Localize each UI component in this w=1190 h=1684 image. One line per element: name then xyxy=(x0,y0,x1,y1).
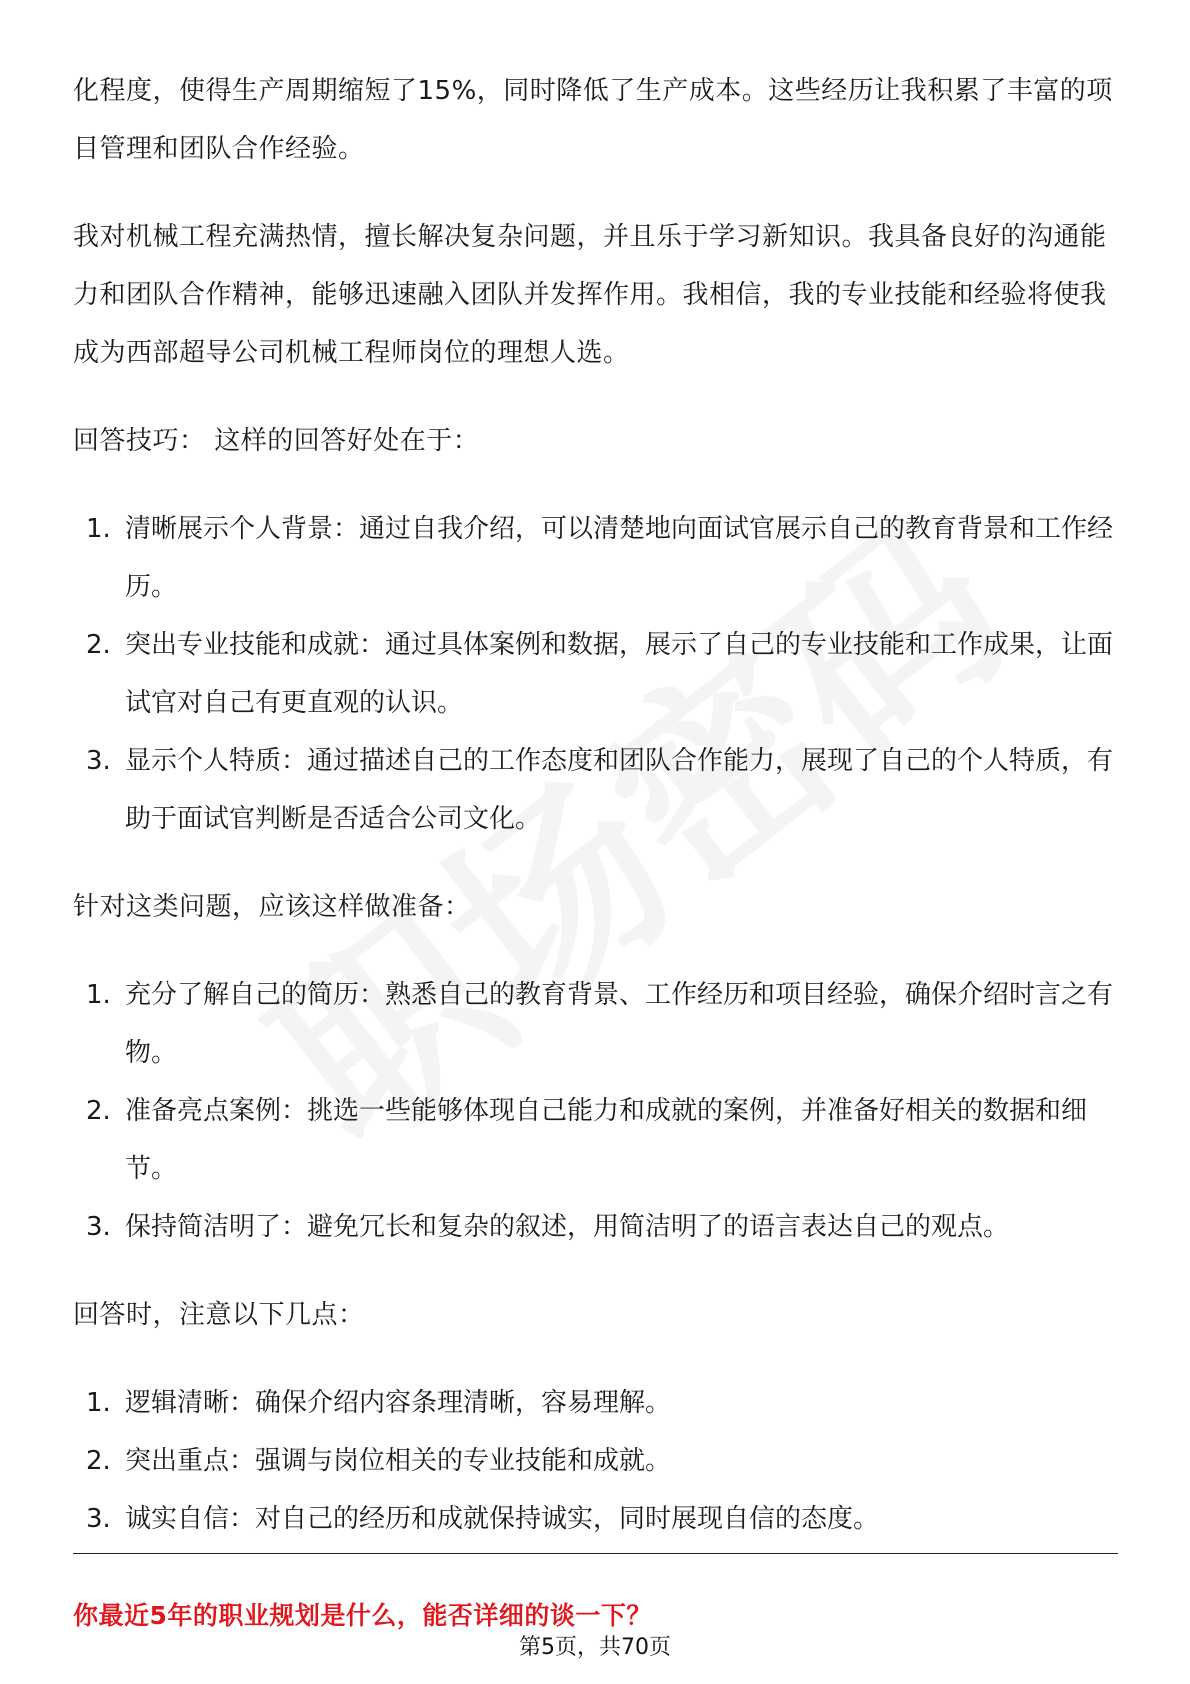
page-content xyxy=(73,62,1118,1578)
list-item-text: 准备亮点案例：挑选一些能够体现自己能力和成就的案例，并准备好相关的数据和细节。 xyxy=(125,1096,1088,1184)
section-divider xyxy=(73,1553,1118,1554)
list-number: 2. xyxy=(86,1446,111,1476)
page-number: 第5页，共70页 xyxy=(519,1635,671,1660)
list-item xyxy=(73,500,1118,616)
list-item xyxy=(73,1490,1118,1548)
list-item-text: 清晰展示个人背景：通过自我介绍，可以清楚地向面试官展示自己的教育背景和工作经历。 xyxy=(125,514,1114,602)
heading-answer-notes: 回答时，注意以下几点： xyxy=(73,1300,365,1330)
list-number: 3. xyxy=(86,746,111,776)
list-item xyxy=(73,732,1118,848)
list-item-text: 突出重点：强调与岗位相关的专业技能和成就。 xyxy=(125,1446,672,1476)
heading-answer-tips: 回答技巧： 这样的回答好处在于： xyxy=(73,426,480,456)
list-number: 3. xyxy=(86,1212,111,1242)
list-item-text: 突出专业技能和成就：通过具体案例和数据，展示了自己的专业技能和工作成果，让面试官对自己有更直观的认识。 xyxy=(125,630,1114,718)
list-number: 3. xyxy=(86,1504,111,1534)
preparation-list xyxy=(73,966,1118,1256)
answer-notes-list xyxy=(73,1374,1118,1548)
heading-preparation: 针对这类问题，应该这样做准备： xyxy=(73,892,471,922)
list-item-text: 充分了解自己的简历：熟悉自己的教育背景、工作经历和项目经验，确保介绍时言之有物。 xyxy=(125,980,1114,1068)
list-item-text: 显示个人特质：通过描述自己的工作态度和团队合作能力，展现了自己的个人特质，有助于面试官判断是否适合公司文化。 xyxy=(125,746,1114,834)
list-item xyxy=(73,1432,1118,1490)
list-item xyxy=(73,616,1118,732)
next-question-heading: 你最近5年的职业规划是什么，能否详细的谈一下？ xyxy=(73,1601,652,1630)
list-item-text: 诚实自信：对自己的经历和成就保持诚实，同时展现自信的态度。 xyxy=(125,1504,880,1534)
list-number: 1. xyxy=(86,1388,111,1418)
list-item-text: 保持简洁明了：避免冗长和复杂的叙述，用简洁明了的语言表达自己的观点。 xyxy=(125,1212,1010,1242)
list-item xyxy=(73,1082,1118,1198)
list-item-text: 逻辑清晰：确保介绍内容条理清晰，容易理解。 xyxy=(125,1388,672,1418)
list-number: 1. xyxy=(86,980,111,1010)
list-item xyxy=(73,1198,1118,1256)
list-number: 2. xyxy=(86,630,111,660)
list-item xyxy=(73,966,1118,1082)
list-number: 1. xyxy=(86,514,111,544)
paragraph-experience-summary: 化程度，使得生产周期缩短了15%，同时降低了生产成本。这些经历让我积累了丰富的项目管理和团队合作经验。 xyxy=(73,76,1113,164)
list-item xyxy=(73,1374,1118,1432)
paragraph-self-assessment: 我对机械工程充满热情，擅长解决复杂问题，并且乐于学习新知识。我具备良好的沟通能力和团队合作精神，能够迅速融入团队并发挥作用。我相信，我的专业技能和经验将使我成为西部超导公司机械工程师岗位的理想人选。 xyxy=(73,222,1107,368)
answer-benefits-list xyxy=(73,500,1118,848)
list-number: 2. xyxy=(86,1096,111,1126)
